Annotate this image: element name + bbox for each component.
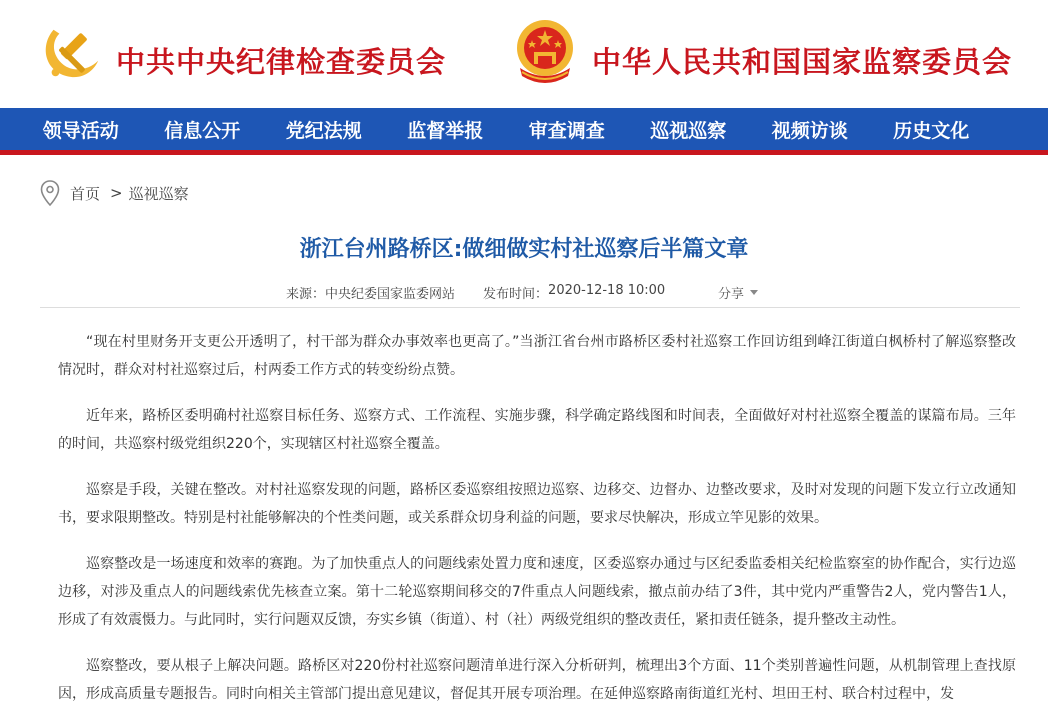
share-button[interactable] (718, 283, 758, 302)
site-header (0, 0, 1048, 108)
source-value: 中央纪委国家监委网站 (325, 287, 456, 302)
nav-item-history[interactable]: 历史文化 (893, 119, 970, 142)
divider (40, 307, 1020, 308)
nav-item-regulations[interactable]: 党纪法规 (285, 119, 362, 142)
share-label: 分享 (718, 287, 745, 302)
article-paragraph: 巡察是手段，关键在整改。对村社巡察发现的问题，路桥区委巡察组按照边巡察、边移交、边督办、边整改要求，及时对发现的问题下发立行立改通知书，要求限期整改。特别是村社能够解决的个性类问题，或关系群众切身利益的问题，要求尽快解决，形成立竿见影的效果。 (58, 482, 1016, 526)
breadcrumb (40, 180, 189, 206)
nav-item-inspection[interactable]: 巡视巡察 (650, 119, 727, 142)
publish-time-label: 发布时间： (483, 287, 549, 302)
main-nav (0, 108, 1048, 155)
article-paragraph: 巡察整改是一场速度和效率的赛跑。为了加快重点人的问题线索处置力度和速度，区委巡察办通过与区纪委监委相关纪检监察室的协作配合，实行边巡边移，对涉及重点人的问题线索优先核查立案。第十二轮巡察期间移交的7件重点人问题线索，撤点前办结了3件，其中党内严重警告2人，党内警告1人，形成了有效震慑力。与此同时，实行问题双反馈，夯实乡镇（街道）、村（社）两级党组织的整改责任，紧扣责任链条，提升整改主动性。 (58, 556, 1016, 628)
nav-item-video[interactable]: 视频访谈 (771, 119, 848, 142)
caret-down-icon (750, 290, 758, 295)
nsc-title[interactable]: 中华人民共和国国家监察委员会 (592, 45, 1013, 79)
breadcrumb-separator: > (110, 184, 123, 202)
article-paragraph: 巡察整改，要从根子上解决问题。路桥区对220份村社巡察问题清单进行深入分析研判，梳理出3个方面、11个类别普遍性问题，从机制管理上查找原因，形成高质量专题报告。同时向相关主管部门提出意见建议，督促其开展专项治理。在延伸巡察路南街道红光村、坦田王村、联合村过程中，发 (58, 658, 1016, 702)
ccdi-title[interactable]: 中共中央纪律检查委员会 (116, 45, 447, 79)
article-body (58, 328, 1016, 726)
nav-item-leadership[interactable]: 领导活动 (42, 119, 119, 142)
breadcrumb-current-link[interactable]: 巡视巡察 (128, 184, 189, 203)
national-emblem-icon[interactable] (512, 16, 578, 88)
article-meta (286, 283, 665, 302)
nav-item-supervision[interactable]: 监督举报 (407, 119, 484, 142)
nav-item-information[interactable]: 信息公开 (164, 119, 241, 142)
hammer-sickle-icon[interactable] (40, 22, 102, 84)
article-paragraph: “现在村里财务开支更公开透明了，村干部为群众办事效率也更高了。”当浙江省台州市路桥区委村社巡察工作回访组到峰江街道白枫桥村了解巡察整改情况时，群众对村社巡察过后，村两委工作方式的转变纷纷点赞。 (58, 334, 1016, 378)
source-label: 来源： (286, 287, 326, 302)
publish-time-value: 2020-12-18 10:00 (548, 283, 666, 298)
article-title: 浙江台州路桥区:做细做实村社巡察后半篇文章 (299, 237, 749, 262)
breadcrumb-home-link[interactable]: 首页 (70, 184, 101, 203)
nav-item-investigation[interactable]: 审查调查 (528, 119, 605, 142)
location-pin-icon (40, 180, 60, 206)
article-paragraph: 近年来，路桥区委明确村社巡察目标任务、巡察方式、工作流程、实施步骤，科学确定路线图和时间表，全面做好对村社巡察全覆盖的谋篇布局。三年的时间，共巡察村级党组织220个，实现辖区村社巡察全覆盖。 (58, 408, 1016, 452)
